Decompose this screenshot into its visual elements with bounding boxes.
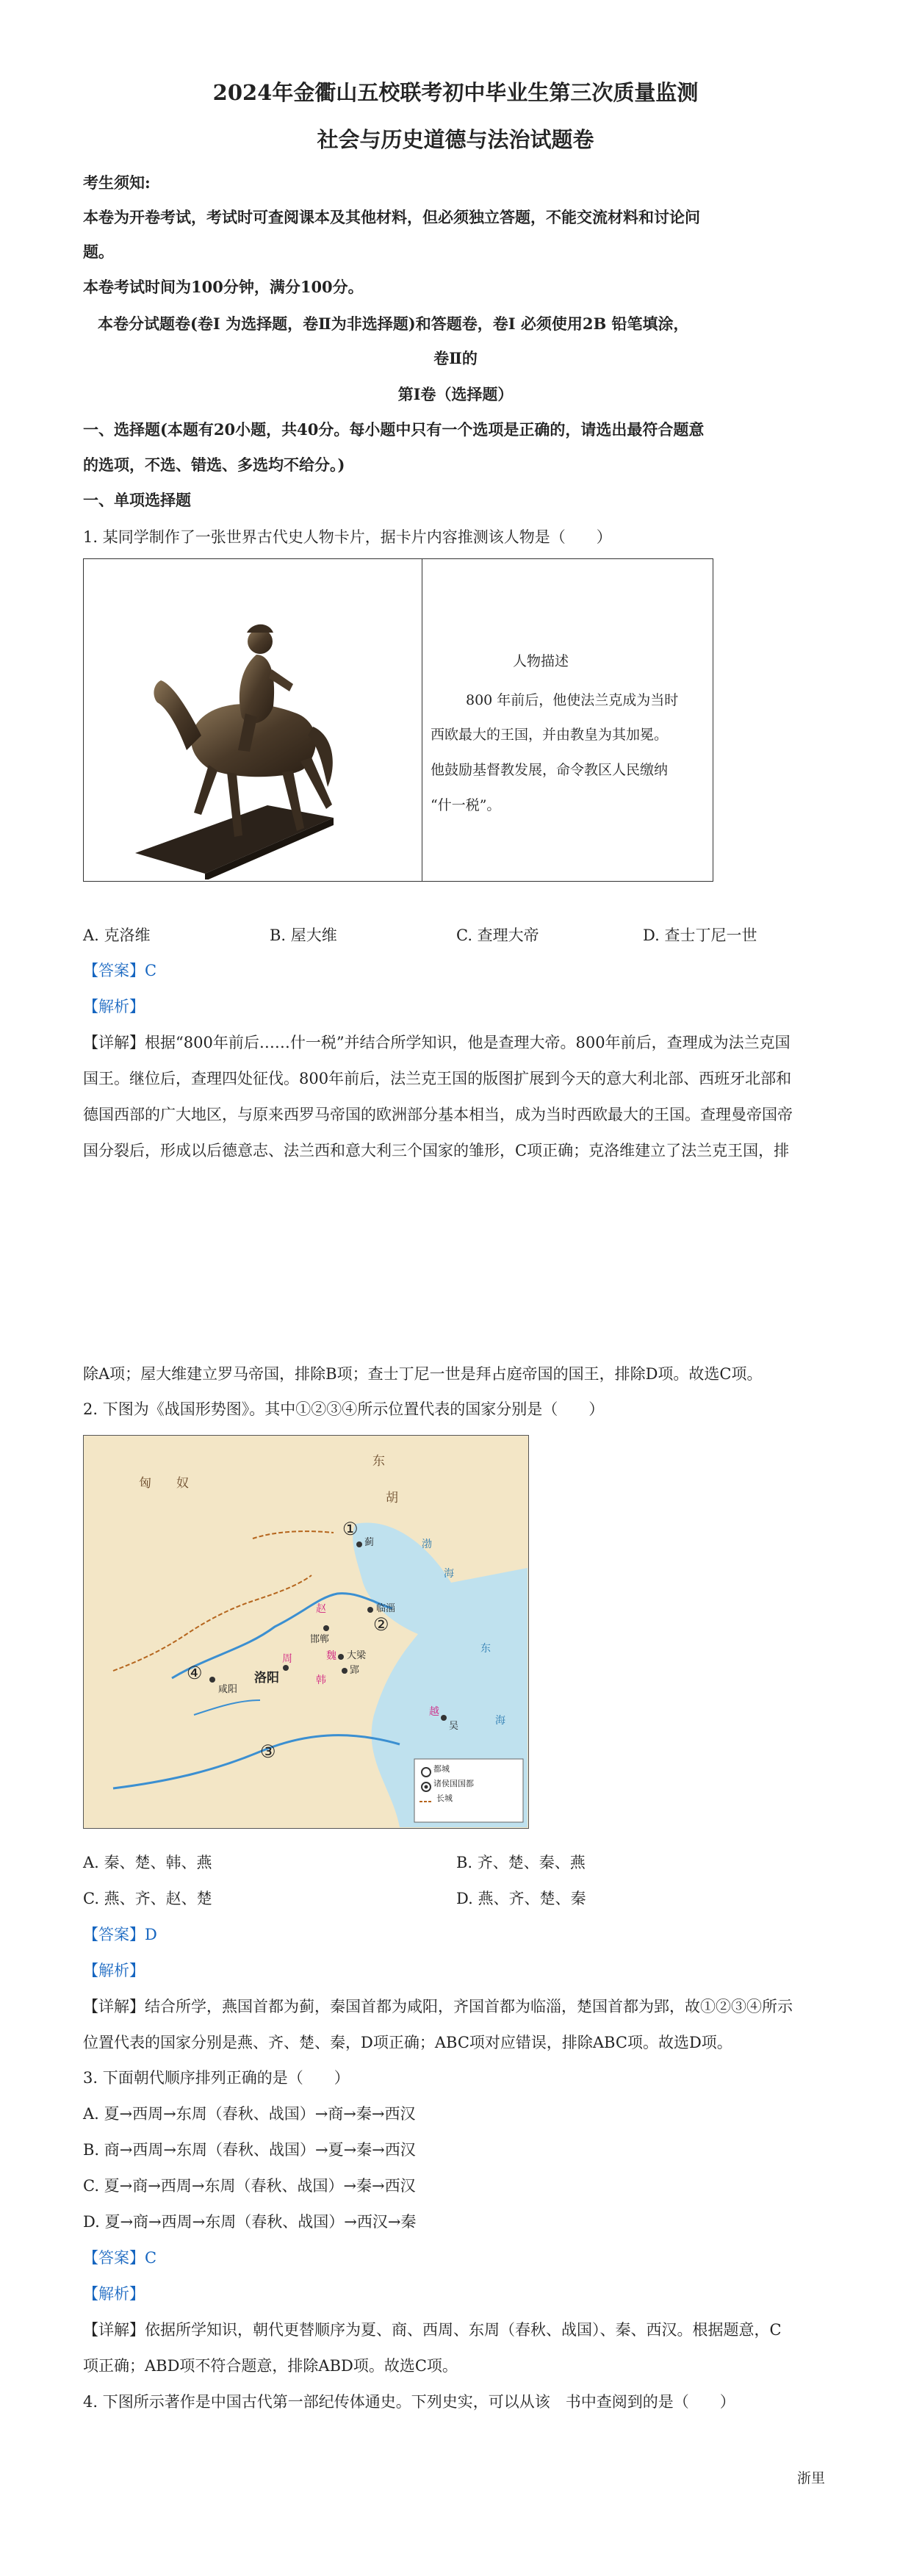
option-d: D. 查士丁尼一世 (643, 927, 757, 944)
option-d: D. 夏→商→西周→东周（春秋、战国）→西汉→秦 (83, 2213, 417, 2231)
map-state-label: 韩 (316, 1674, 326, 1686)
explanation-line: 国王。继位后，查理四处征伐。800年前后，法兰克王国的版图扩展到今天的意大利北部、西班牙北部和 (83, 1070, 792, 1087)
map-sea-label: 东 (480, 1643, 491, 1655)
option-a: A. 克洛维 (83, 927, 151, 944)
option-c: C. 查理大帝 (456, 927, 539, 944)
map-city: 咸阳 (218, 1684, 238, 1695)
map-sea-label: 海 (495, 1715, 505, 1727)
card-text: 他鼓励基督教发展，命令教区人民缴纳 (431, 762, 669, 778)
map-city: 吴 (449, 1721, 459, 1732)
option-b: B. 屋大维 (270, 927, 337, 944)
question-stem: 4. 下图所示著作是中国古代第一部纪传体通史。下列史实，可以从该 书中查阅到的是（ ） (83, 2393, 735, 2411)
explanation-line: 国分裂后，形成以后德意志、法兰西和意大利三个国家的雏形，C项正确；克洛维建立了法兰克王国，排 (83, 1142, 790, 1159)
option-b: B. 齐、楚、秦、燕 (456, 1854, 586, 1871)
map-label: 东 (372, 1454, 385, 1469)
map-legend-item: 诸侯国国都 (433, 1779, 474, 1788)
notice-line: 卷Ⅱ的 (433, 349, 478, 367)
map-state-label: 赵 (316, 1603, 326, 1615)
map-city: 临淄 (376, 1603, 396, 1614)
card-text: 西欧最大的王国，并由教皇为其加冕。 (431, 727, 669, 743)
map-legend-item: 都城 (433, 1764, 450, 1774)
analysis-label: 【解析】 (83, 2285, 145, 2303)
answer-label: 【答案】D (83, 1926, 157, 1943)
map-label: 胡 (386, 1491, 398, 1505)
answer-label: 【答案】C (83, 962, 157, 979)
map-label: 匈 奴 (139, 1476, 189, 1491)
option-b: B. 商→西周→东周（春秋、战国）→夏→秦→西汉 (83, 2141, 416, 2159)
explanation-line: 除A项；屋大维建立罗马帝国，排除B项；查士丁尼一世是拜占庭帝国的国王，排除D项。故选C项。 (83, 1365, 763, 1383)
explanation-line: 位置代表的国家分别是燕、齐、楚、秦，D项正确；ABC项对应错误，排除ABC项。故选D项。 (83, 2034, 732, 2051)
answer-label: 【答案】C (83, 2249, 157, 2267)
map-city: 大梁 (347, 1650, 367, 1661)
explanation-line: 【详解】依据所学知识，朝代更替顺序为夏、商、西周、东周（春秋、战国）、秦、西汉。根据题意，C (83, 2321, 782, 2339)
question-stem: 1. 某同学制作了一张世界古代史人物卡片，据卡片内容推测该人物是（ ） (83, 528, 612, 546)
map-marker-3: ③ (260, 1741, 276, 1762)
map-city: 郢 (350, 1665, 360, 1676)
question-stem: 2. 下图为《战国形势图》。其中①②③④所示位置代表的国家分别是（ ） (83, 1400, 605, 1418)
option-a: A. 夏→西周→东周（春秋、战国）→商→秦→西汉 (83, 2105, 416, 2123)
warring-states-map (83, 1435, 529, 1829)
footer-text: 浙里 (797, 2470, 826, 2486)
map-state-label: 周 (282, 1653, 292, 1665)
section-heading: 一、单项选择题 (83, 491, 191, 509)
map-marker-4: ④ (187, 1663, 203, 1683)
character-card (83, 558, 713, 882)
map-city: 邯郸 (310, 1634, 330, 1645)
option-c: C. 夏→商→西周→东周（春秋、战国）→秦→西汉 (83, 2177, 416, 2195)
map-legend-item: 长城 (436, 1794, 453, 1803)
option-d: D. 燕、齐、楚、秦 (456, 1890, 586, 1907)
question-stem: 3. 下面朝代顺序排列正确的是（ ） (83, 2069, 350, 2087)
card-title: 人物描述 (512, 653, 569, 669)
option-c: C. 燕、齐、赵、楚 (83, 1890, 212, 1907)
map-marker-1: ① (342, 1519, 359, 1539)
section-heading: 一、选择题(本题有20小题，共40分。每小题中只有一个选项是正确的，请选出最符合题意 (83, 420, 705, 439)
map-marker-2: ② (373, 1614, 389, 1635)
equestrian-statue-image (84, 559, 419, 879)
map-sea-label: 渤 (422, 1539, 432, 1550)
map-graphic (84, 1436, 527, 1827)
section-heading: 的选项，不选、错选、多选均不给分。) (83, 456, 345, 474)
exam-title: 2024年金衢山五校联考初中毕业生第三次质量监测 (212, 80, 699, 105)
map-state-label: 魏 (326, 1650, 336, 1662)
part-heading: 第Ⅰ卷（选择题） (397, 385, 514, 403)
option-a: A. 秦、楚、韩、燕 (83, 1854, 212, 1871)
explanation-line: 【详解】结合所学，燕国首都为蓟，秦国首都为咸阳，齐国首都为临淄，楚国首都为郢，故①②③④所示 (83, 1998, 793, 2015)
explanation-line: 德国西部的广大地区，与原来西罗马帝国的欧洲部分基本相当，成为当时西欧最大的王国。查理曼帝国帝 (83, 1106, 793, 1123)
analysis-label: 【解析】 (83, 998, 145, 1015)
exam-subtitle: 社会与历史道德与法治试题卷 (317, 127, 594, 152)
map-city: 洛阳 (254, 1671, 279, 1685)
analysis-label: 【解析】 (83, 1962, 145, 1979)
notice-heading: 考生须知: (83, 173, 151, 192)
map-sea-label: 海 (444, 1568, 454, 1580)
notice-line: 本卷为开卷考试，考试时可查阅课本及其他材料，但必须独立答题，不能交流材料和讨论问 (83, 208, 700, 226)
card-text: 800 年前后，他使法兰克成为当时 (466, 692, 679, 708)
map-state-label: 越 (429, 1706, 439, 1718)
card-text: “什一税”。 (431, 797, 501, 813)
notice-line: 本卷考试时间为100分钟，满分100分。 (83, 278, 364, 296)
notice-line: 题。 (83, 242, 114, 261)
notice-line: 本卷分试题卷(卷Ⅰ 为选择题，卷Ⅱ为非选择题)和答题卷，卷Ⅰ 必须使用2B 铅笔填涂， (98, 314, 689, 333)
explanation-line: 项正确；ABD项不符合题意，排除ABD项。故选C项。 (83, 2357, 458, 2375)
explanation-line: 【详解】根据“800年前后……什一税”并结合所学知识，他是查理大帝。800年前后，查理成为法兰克国 (83, 1034, 791, 1051)
map-city: 蓟 (364, 1537, 375, 1548)
